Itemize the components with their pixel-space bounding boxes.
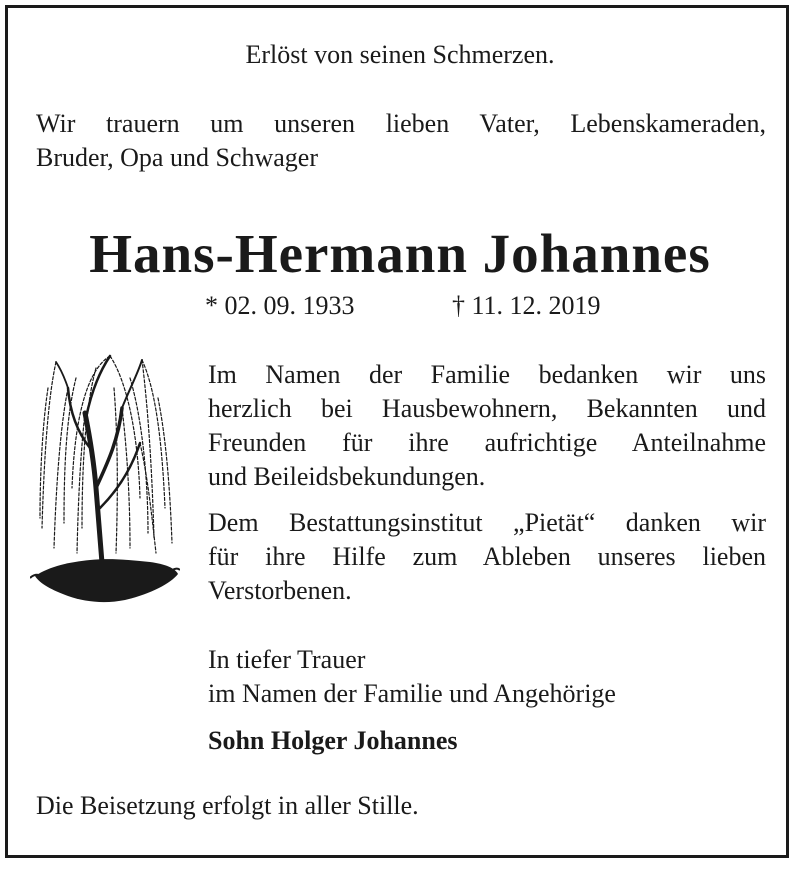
mourning-line: In tiefer Trauer bbox=[208, 645, 366, 674]
thanks-line: Dem Bestattungsinstitut „Pietät“ danken wir bbox=[208, 508, 766, 537]
mourning-line: im Namen der Familie und Angehörige bbox=[208, 679, 616, 708]
thanks-line: Verstorbenen. bbox=[208, 576, 352, 605]
intro-line: Wir trauern um unseren lieben Vater, Lebenskameraden, bbox=[36, 109, 766, 138]
weeping-willow-icon bbox=[30, 348, 180, 610]
signature: Sohn Holger Johannes bbox=[208, 726, 458, 755]
intro-line: Bruder, Opa und Schwager bbox=[36, 143, 318, 172]
thanks-line: und Beileidsbekundungen. bbox=[208, 462, 486, 491]
burial-note: Die Beisetzung erfolgt in aller Stille. bbox=[36, 791, 419, 820]
deceased-name: Hans-Hermann Johannes bbox=[89, 223, 711, 284]
birth-date: * 02. 09. 1933 bbox=[205, 291, 355, 320]
thanks-line: für ihre Hilfe zum Ableben unseres lieben bbox=[208, 542, 766, 571]
thanks-line: Im Namen der Familie bedanken wir uns bbox=[208, 360, 766, 389]
thanks-line: herzlich bei Hausbewohnern, Bekannten und bbox=[208, 394, 766, 423]
motto: Erlöst von seinen Schmerzen. bbox=[245, 40, 555, 69]
thanks-line: Freunden für ihre aufrichtige Anteilnahme bbox=[208, 428, 766, 457]
death-date: † 11. 12. 2019 bbox=[452, 291, 601, 320]
